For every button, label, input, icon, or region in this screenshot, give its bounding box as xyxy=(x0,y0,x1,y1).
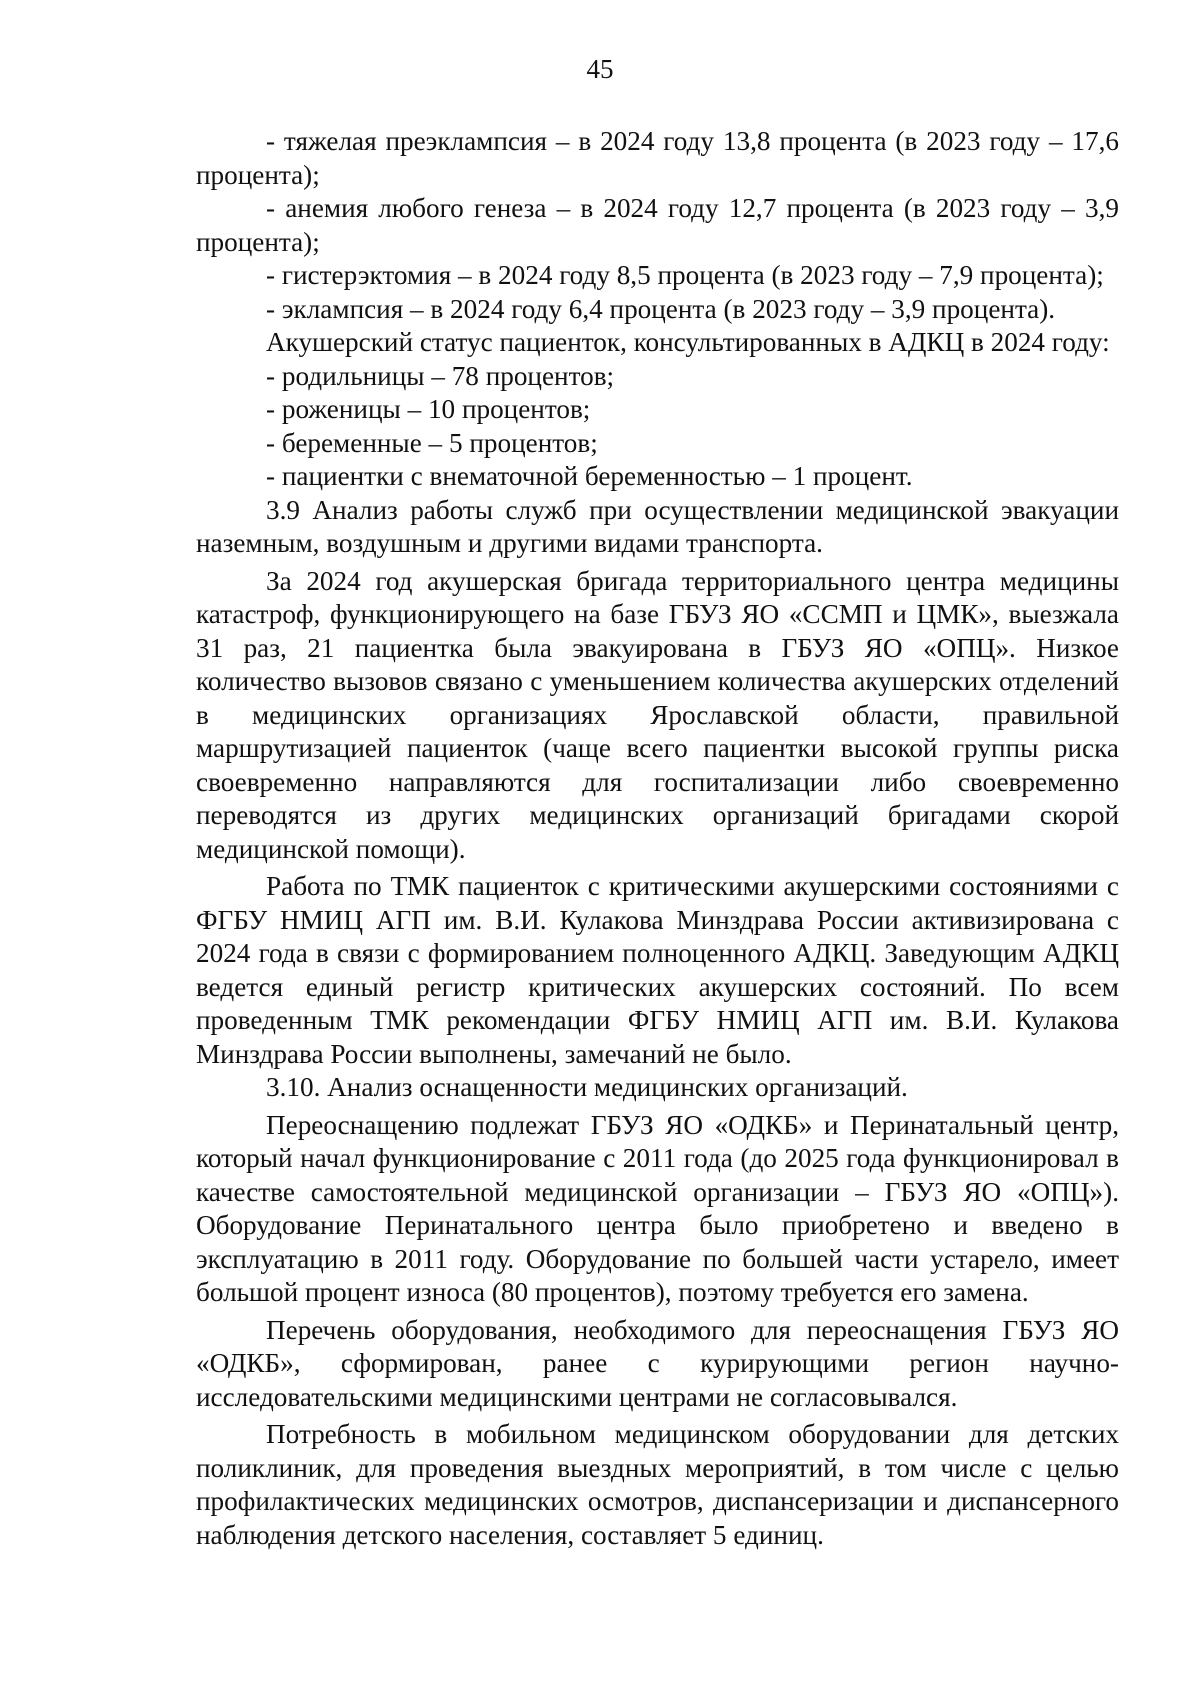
list-item-hysterectomy: - гистерэктомия – в 2024 году 8,5 процента (в 2023 году – 7,9 процента); xyxy=(266,260,1104,290)
telemedicine-paragraph: Работа по ТМК пациенток с критическими акушерскими состояниями с ФГБУ НМИЦ АГП им. В.И. Кулакова Минздрава России активизирована с 2024 года в связи с формированием полноценного АДКЦ. Заведующим АДКЦ ведется единый регистр критических акушерских состояний. По всем проведенным ТМК рекомендации ФГБУ НМИЦ АГП им. В.И. Кулакова Минздрава России выполнены, замечаний не было. xyxy=(196,871,1119,1069)
list-item-preeclampsia: - тяжелая преэклампсия – в 2024 году 13,8 процента (в 2023 году – 17,6 процента); xyxy=(196,126,1119,190)
list-item-postpartum: - родильницы – 78 процентов; xyxy=(266,360,615,391)
equipment-list-paragraph: Перечень оборудования, необходимого для переоснащения ГБУЗ ЯО «ОДКБ», сформирован, ранее с курирующими регион научно-исследовательскими медицинскими центрами не согласовывался. xyxy=(196,1314,1119,1412)
section-heading-3-9: 3.9 Анализ работы служб при осуществлении медицинской эвакуации наземным, воздушным и другими видами транспорта. xyxy=(196,494,1119,558)
mobile-equipment-paragraph: Потребность в мобильном медицинском оборудовании для детских поликлиник, для проведения выездных мероприятий, в том числе с целью профилактических медицинских осмотров, диспансеризации и диспансерного наблюдения детского населения, составляет 5 единиц. xyxy=(196,1419,1119,1550)
list-item-ectopic: - пациентки с внематочной беременностью – 1 процент. xyxy=(266,461,913,491)
evacuation-paragraph: За 2024 год акушерская бригада территориального центра медицины катастроф, функционирующего на базе ГБУЗ ЯО «ССМП и ЦМК», выезжала 31 раз, 21 пациентка была эвакуирована в ГБУЗ ЯО «ОПЦ». Низкое количество вызовов связано с уменьшением количества акушерских отделений в медицинских организациях Ярославской области, правильной маршрутизацией пациенток (чаще всего пациентки высокой группы риска своевременно направляются для госпитализации либо своевременно переводятся из других медицинских организаций бригадами скорой медицинской помощи). xyxy=(196,565,1119,864)
list-item-eclampsia: - эклампсия – в 2024 году 6,4 процента (в 2023 году – 3,9 процента). xyxy=(266,293,1056,324)
section-heading-3-10: 3.10. Анализ оснащенности медицинских организаций. xyxy=(266,1072,908,1102)
re-equipment-paragraph: Переоснащению подлежат ГБУЗ ЯО «ОДКБ» и Перинатальный центр, который начал функционирование с 2011 года (до 2025 года функционировал в качестве самостоятельной медицинской организации – ГБУЗ ЯО «ОПЦ»). Оборудование Перинатального центра было приобретено и введено в эксплуатацию в 2011 году. Оборудование по большей части устарело, имеет большой процент износа (80 процентов), поэтому требуется его замена. xyxy=(196,1109,1119,1307)
list-item-anemia: - анемия любого генеза – в 2024 году 12,7 процента (в 2023 году – 3,9 процента); xyxy=(196,193,1119,257)
list-item-pregnant: - беременные – 5 процентов; xyxy=(266,427,598,458)
list-item-in-labor: - роженицы – 10 процентов; xyxy=(266,394,591,424)
document-body xyxy=(196,125,1119,1552)
page-number: 45 xyxy=(586,54,614,84)
obstetric-status-intro: Акушерский статус пациенток, консультированных в АДКЦ в 2024 году: xyxy=(266,327,1110,357)
